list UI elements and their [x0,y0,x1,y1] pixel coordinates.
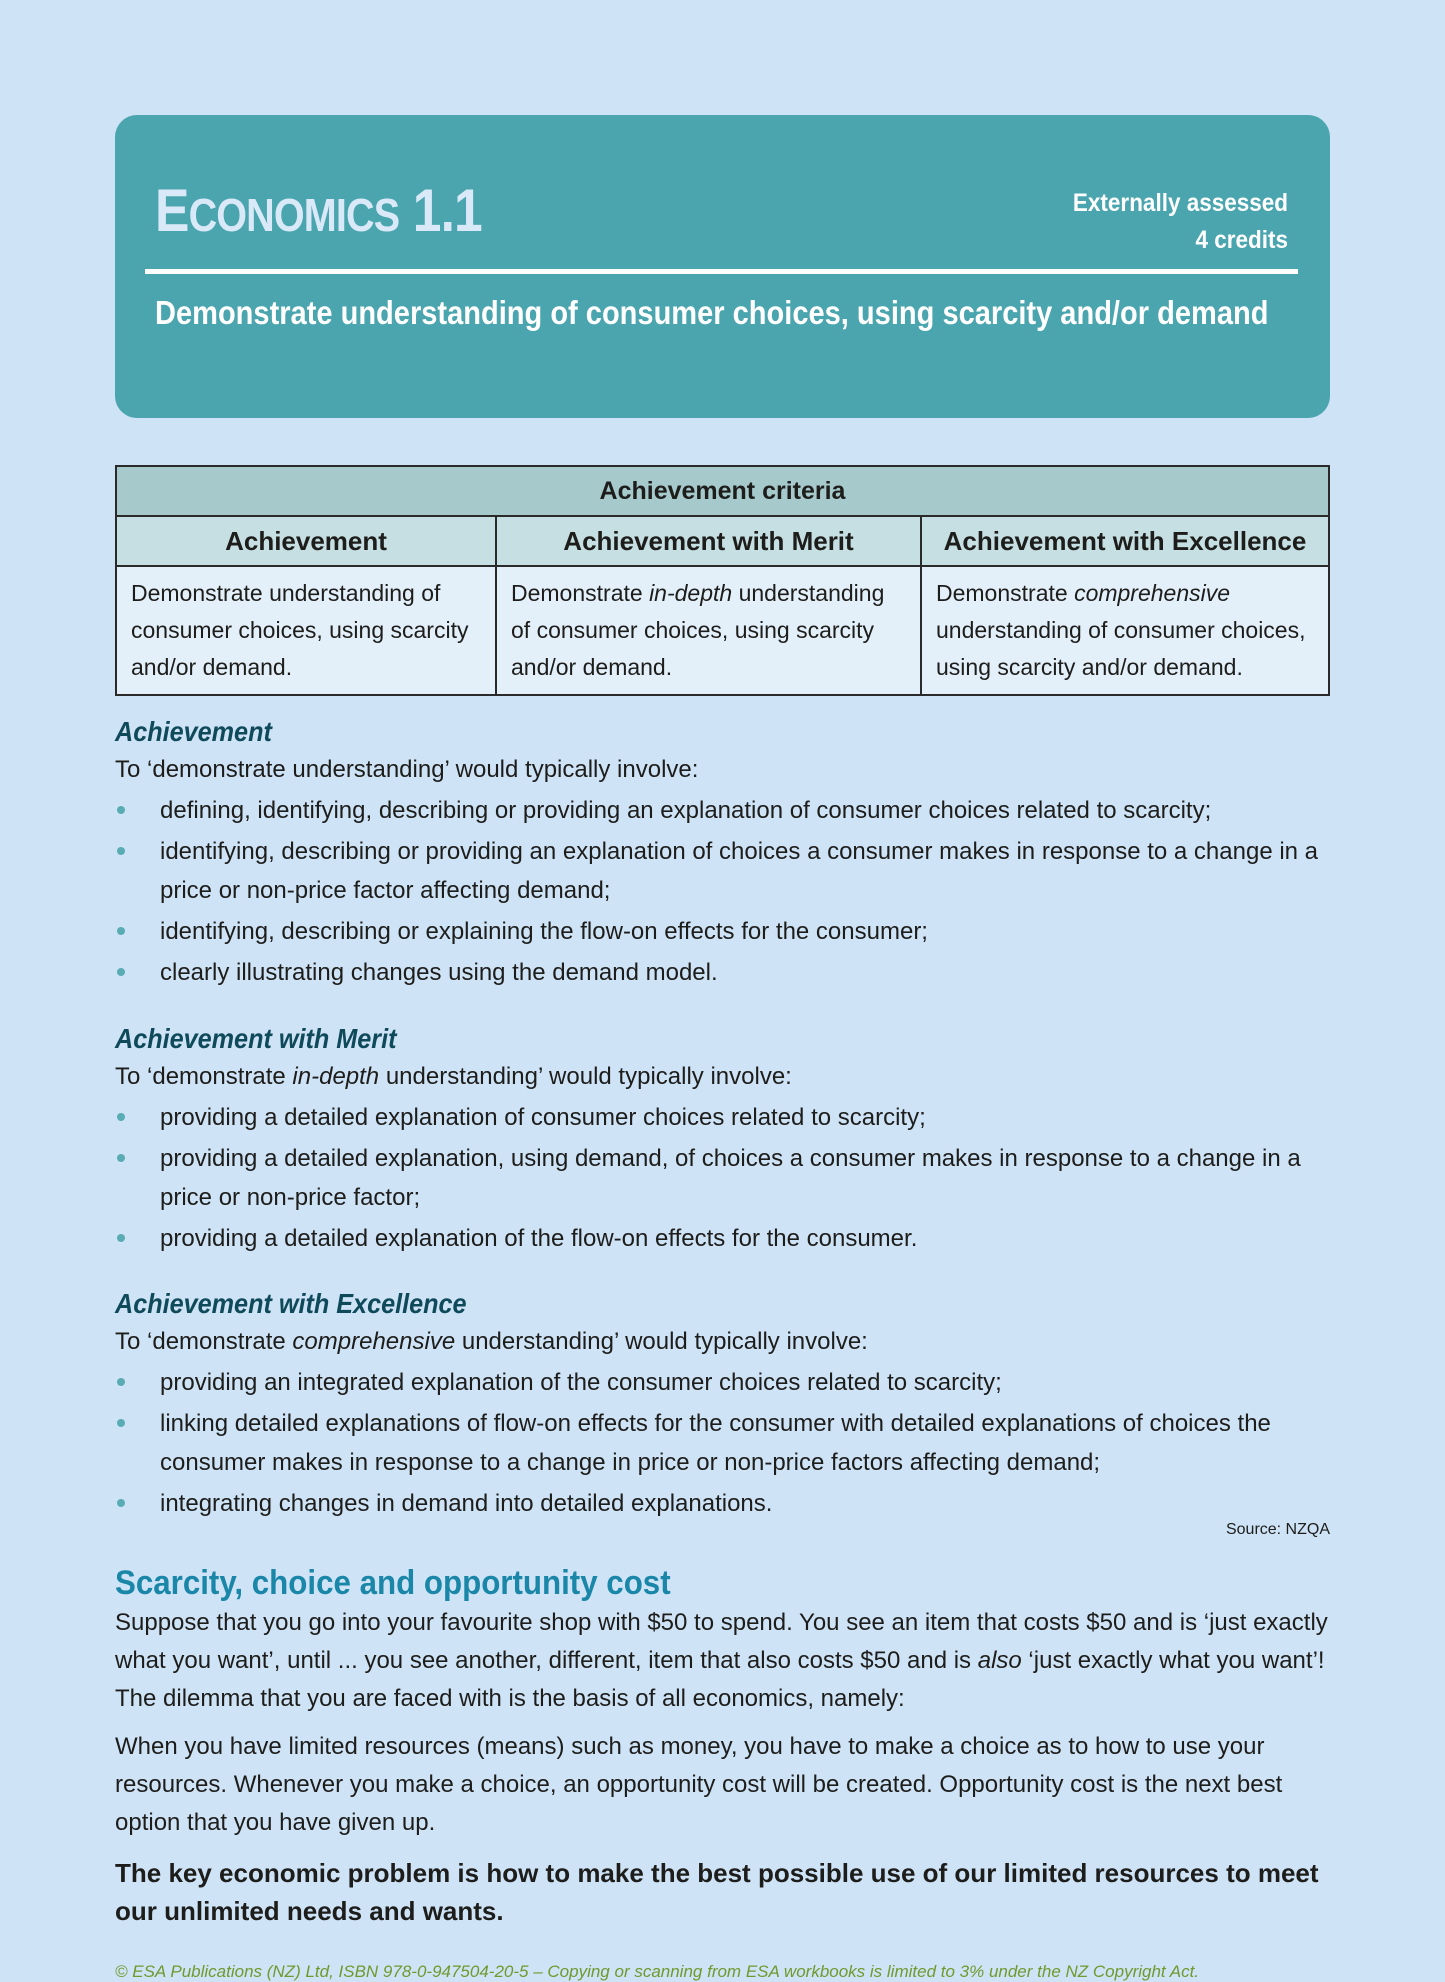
bullet-list [115,1363,1330,1523]
bullet-icon [117,1234,125,1242]
key-statement: The key economic problem is how to make the best possible use of our limited resources to meet our unlimited needs and wants. [115,1858,1319,1926]
bullet-list [115,1098,1330,1258]
column-header-merit: Achievement with Merit [496,516,921,566]
cell-achievement: Demonstrate understanding of consumer choices, using scarcity and/or demand. [116,566,496,695]
list-item: providing a detailed explanation, using demand, of choices a consumer makes in response to a change in a price or non-price factor; [115,1139,1330,1217]
list-item: providing a detailed explanation of the flow-on effects for the consumer. [115,1219,1330,1258]
scarcity-paragraph-1: Suppose that you go into your favourite shop with $50 to spend. You see an item that costs $50 and is ‘just exactly what you want’, until ... you see another, different, item that also costs $50 and is also ‘just exactly what you want’! The dilemma that you are faced with is the basis of all economics, namely: [115,1609,1328,1712]
section-scarcity [115,1562,1330,1930]
bullet-icon [117,1499,125,1507]
bullet-icon [117,1154,125,1162]
standard-subtitle: Demonstrate understanding of consumer choices, using scarcity and/or demand [155,294,1269,331]
section-intro: To ‘demonstrate comprehensive understanding’ would typically involve: [115,1328,868,1355]
achievement-criteria-table [115,465,1330,696]
bullet-icon [117,1113,125,1121]
list-item: providing a detailed explanation of consumer choices related to scarcity; [115,1098,1330,1137]
list-item: clearly illustrating changes using the demand model. [115,953,1330,992]
bullet-icon [117,1378,125,1386]
list-item: providing an integrated explanation of the consumer choices related to scarcity; [115,1363,1330,1402]
title-banner [115,115,1330,418]
list-item: identifying, describing or explaining the flow-on effects for the consumer; [115,912,1330,951]
cell-merit: Demonstrate in-depth understanding of consumer choices, using scarcity and/or demand. [496,566,921,695]
section-achievement [115,713,1330,992]
bullet-icon [117,806,125,814]
credits: 4 credits [1195,226,1288,254]
section-heading: Achievement with Merit [115,1023,397,1054]
page [115,115,1330,1926]
list-item: integrating changes in demand into detailed explanations. [115,1484,1330,1523]
table-caption: Achievement criteria [116,466,1329,516]
section-heading: Achievement with Excellence [115,1288,467,1319]
section-merit [115,1020,1330,1258]
title-initial: E [155,177,189,244]
cell-excellence: Demonstrate comprehensive understanding of consumer choices, using scarcity and/or demand. [921,566,1329,695]
bullet-icon [117,1419,125,1427]
title-number: 1.1 [412,177,482,244]
bullet-icon [117,927,125,935]
section-excellence [115,1285,1330,1523]
section-intro: To ‘demonstrate in-depth understanding’ would typically involve: [115,1063,792,1090]
column-header-excellence: Achievement with Excellence [921,516,1329,566]
title-rest: CONOMICS [188,189,400,241]
copyright-footer: © ESA Publications (NZ) Ltd, ISBN 978-0-947504-20-5 – Copying or scanning from ESA workbooks is limited to 3% under the NZ Copyright Act. [115,1962,1200,1981]
scarcity-heading: Scarcity, choice and opportunity cost [115,1564,671,1602]
source-note: Source: NZQA [1225,1521,1330,1538]
list-item: defining, identifying, describing or providing an explanation of consumer choices related to scarcity; [115,791,1330,830]
list-item: identifying, describing or providing an explanation of choices a consumer makes in response to a change in a price or non-price factor affecting demand; [115,832,1330,910]
page-title [155,177,482,244]
scarcity-paragraph-2: When you have limited resources (means) such as money, you have to make a choice as to how to use your resources. Whenever you make a choice, an opportunity cost will be created. Opportunity cost is the next best option that you have given up. [115,1733,1283,1836]
column-header-achievement: Achievement [116,516,496,566]
assessment-type: Externally assessed [1072,189,1288,217]
bullet-icon [117,968,125,976]
bullet-list [115,791,1330,992]
list-item: linking detailed explanations of flow-on effects for the consumer with detailed explanations of choices the consumer makes in response to a change in price or non-price factors affecting demand; [115,1404,1330,1482]
assessment-info [1073,185,1288,259]
section-heading: Achievement [115,716,272,747]
title-divider [145,269,1298,274]
bullet-icon [117,847,125,855]
section-intro: To ‘demonstrate understanding’ would typically involve: [115,756,699,783]
